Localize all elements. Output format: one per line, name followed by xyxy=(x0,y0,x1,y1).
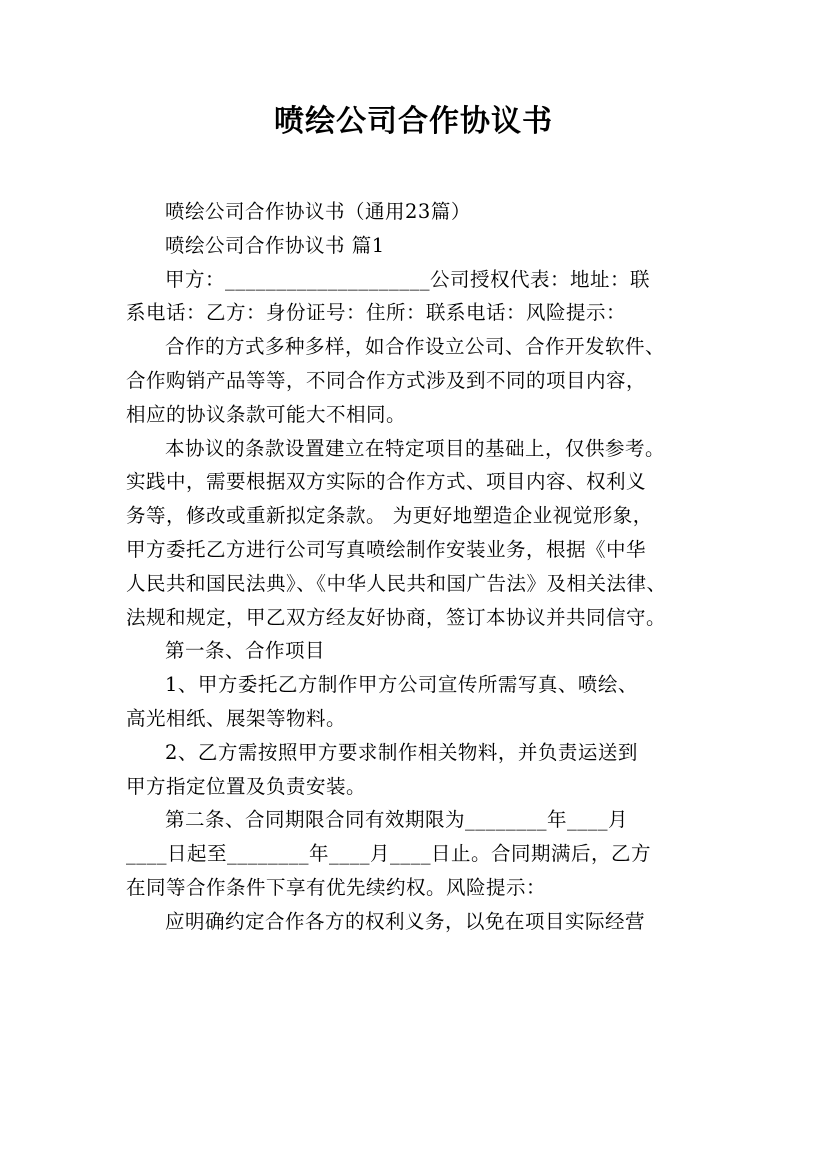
doc-line: 高光相纸、展架等物料。 xyxy=(126,706,347,730)
doc-line: 实践中，需要根据双方实际的合作方式、项目内容、权利义 xyxy=(126,470,647,494)
doc-line: 喷绘公司合作协议书 篇1 xyxy=(165,233,385,257)
document-title: 喷绘公司合作协议书 xyxy=(274,104,553,139)
doc-line: 2、乙方需按照甲方要求制作相关物料，并负责运送到 xyxy=(165,740,638,764)
doc-line: 合作购销产品等等，不同合作方式涉及到不同的项目内容， xyxy=(126,368,647,392)
doc-line: 喷绘公司合作协议书（通用23篇） xyxy=(165,200,471,223)
doc-line: 相应的协议条款可能大不相同。 xyxy=(126,402,407,426)
doc-line: 法规和规定，甲乙双方经友好协商，签订本协议并共同信守。 xyxy=(126,605,667,629)
doc-line: 在同等合作条件下享有优先续约权。风险提示： xyxy=(126,875,547,899)
doc-line: 甲方委托乙方进行公司写真喷绘制作安装业务，根据《中华 xyxy=(126,537,647,561)
doc-line: 系电话：乙方：身份证号：住所：联系电话：风险提示： xyxy=(126,301,627,325)
doc-line: 第一条、合作项目 xyxy=(165,639,326,663)
doc-line: 合作的方式多种多样，如合作设立公司、合作开发软件、 xyxy=(165,335,666,359)
doc-line: 人民共和国民法典》、《中华人民共和国广告法》及相关法律、 xyxy=(126,571,667,595)
doc-line: 本协议的条款设置建立在特定项目的基础上，仅供参考。 xyxy=(165,436,666,460)
doc-line: 甲方指定位置及负责安装。 xyxy=(126,774,367,798)
doc-line: 第二条、合同期限合同有效期限为________年____月 xyxy=(165,808,629,832)
doc-line: 1、甲方委托乙方制作甲方公司宣传所需写真、喷绘、 xyxy=(165,673,638,697)
doc-line: ____日起至________年____月____日止。合同期满后，乙方 xyxy=(126,842,652,866)
doc-line: 应明确约定合作各方的权利义务，以免在项目实际经营 xyxy=(165,909,646,933)
doc-line: 务等，修改或重新拟定条款。 为更好地塑造企业视觉形象， xyxy=(126,504,653,528)
document-body xyxy=(126,195,706,939)
doc-line: 甲方：____________________公司授权代表：地址：联 xyxy=(165,267,651,291)
